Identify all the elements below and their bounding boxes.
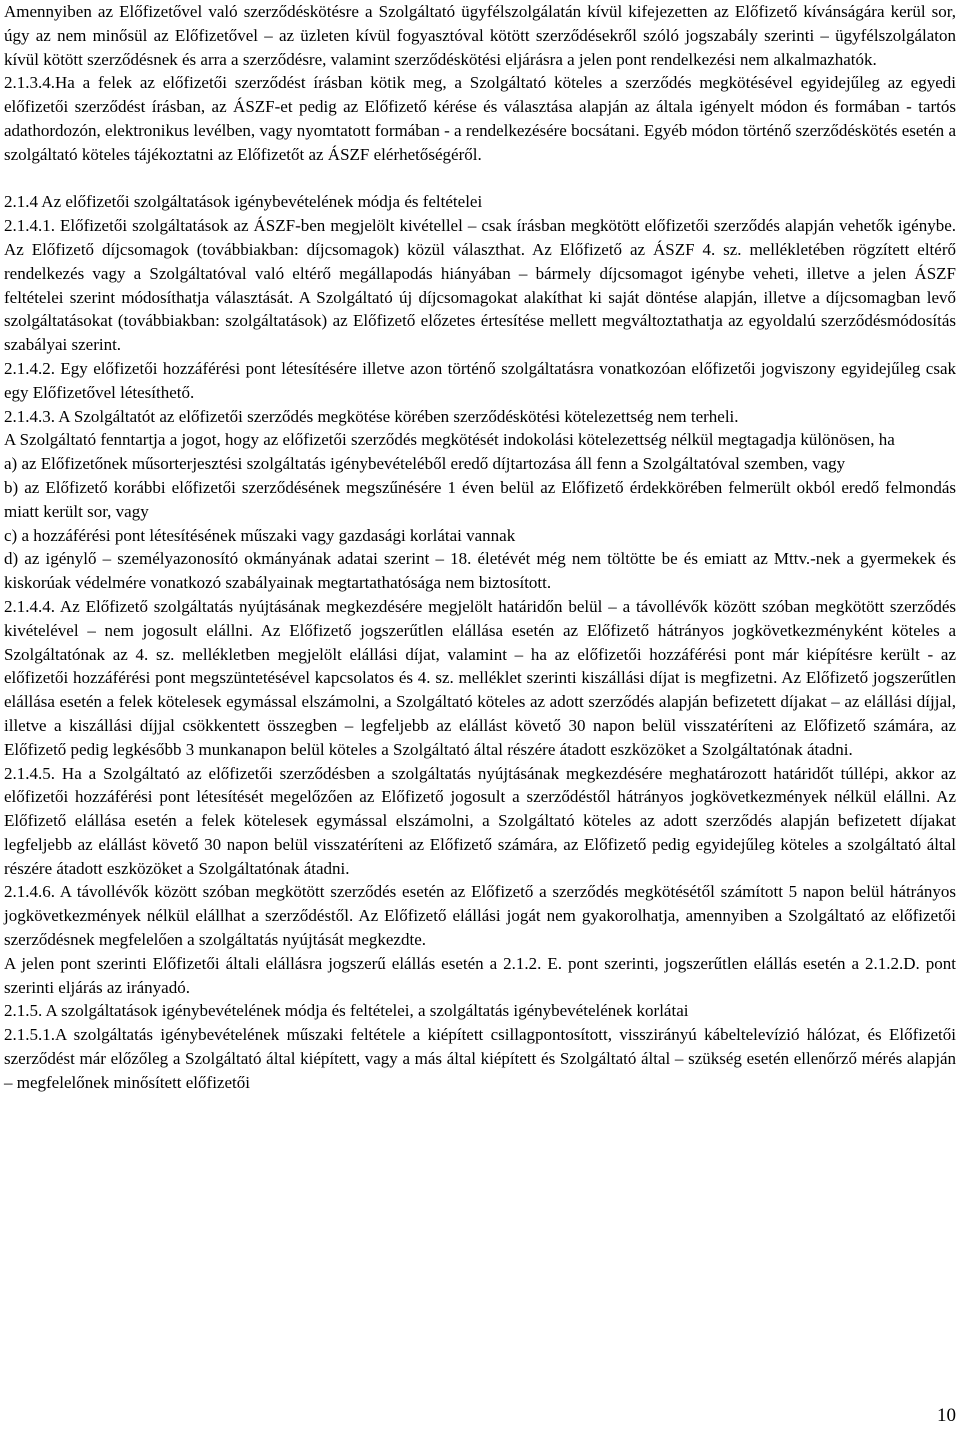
- section-heading-2-1-5: 2.1.5. A szolgáltatások igénybevételének módja és feltételei, a szolgáltatás igénybevételének korlátai: [4, 1001, 689, 1021]
- paragraph-gap: [4, 167, 956, 191]
- document-page: [4, 0, 956, 1095]
- paragraph-2-1-4-6: 2.1.4.6. A távollévők között szóban megkötött szerződés esetén az Előfizető a szerződés megkötésétől számított 5 napon belül hátrányos jogkövetkezmények nélkül elállhat a szerződéstől. Az Előfizető elállási jogát nem gyakorolhatja, amennyiben a Szolgáltató az előfizetői szerződésnek megfelelően a szolgáltatás nyújtását megkezdte.: [4, 882, 956, 950]
- intro-paragraph: Amennyiben az Előfizetővel való szerződéskötésre a Szolgáltató ügyfélszolgálatán kívül kifejezetten az Előfizető kívánságára kerül sor, úgy az nem minősül az Előfizetővel – az üzleten kívül fogyasztóval kötött szerződésekről szóló jogszabály szerinti – ügyfélszolgálaton kívül kötött szerződésnek és arra a szerződésre, valamint szerződéskötési eljárásra a jelen pont rendelkezési nem alkalmazhatók.: [4, 2, 956, 69]
- paragraph-2-1-4-5: 2.1.4.5. Ha a Szolgáltató az előfizetői szerződésben a szolgáltatás nyújtásának megkezdésére meghatározott határidőt túllépi, akkor az előfizetői hozzáférési pont létesítését megelőzően az Előfizető jogosult a szerződéstől hátrányos jogkövetkezmények nélkül elállni. Az Előfizető elállása esetén a felek kötelesek egymással elszámolni, a Szolgáltató köteles az adott szerződés alapján befizetett díjakat legfeljebb az elállást követő 30 napon belül visszatéríteni az Előfizető számára, az Előfizető pedig egyidejűleg köteles a szolgáltató által részére átadott eszközöket a Szolgáltatónak átadni.: [4, 763, 956, 878]
- paragraph-withdrawal-procedure: A jelen pont szerinti Előfizetői általi elállásra jogszerű elállás esetén a 2.1.2. E. pont szerinti, jogszerűtlen elállás esetén a 2.1.2.D. pont szerinti eljárás az irányadó.: [4, 953, 956, 997]
- paragraph-refusal-intro: A Szolgáltató fenntartja a jogot, hogy az előfizetői szerződés megkötését indokolási kötelezettség nélkül megtagadja különösen, ha: [4, 430, 895, 450]
- page-number: 10: [937, 1405, 956, 1426]
- list-item-b: b) az Előfizető korábbi előfizetői szerződésének megszűnésére 1 éven belül az Előfizető érdekkörében felmerült okból eredő felmondás miatt került sor, vagy: [4, 477, 956, 521]
- paragraph-2-1-4-2: 2.1.4.2. Egy előfizetői hozzáférési pont létesítésére illetve azon történő szolgáltatásra vonatkozóan előfizetői jogviszony egyidejűleg csak egy Előfizetővel létesíthető.: [4, 358, 956, 402]
- paragraph-2-1-4-4: 2.1.4.4. Az Előfizető szolgáltatás nyújtásának megkezdésére megjelölt határidőn belül – a távollévők között szóban megkötött szerződés kivételével – nem jogosult elállni. Az Előfizető jogszerűtlen elállása esetén az Előfizető hátrányos jogkövetkezményként köteles a Szolgáltatónak az 4. sz. mellékletben megjelölt elállási díjat, valamint – ha az előfizetői hozzáférési pont már kiépítésre került - az előfizetői hozzáférési pont megszüntetésével kapcsolatos és 4. sz. melléklet szerinti kiszállási díjat is megfizetni. Az Előfizető jogszerűtlen elállása esetén a felek kötelesek egymással elszámolni, a Szolgáltató köteles az adott szerződés alapján befizetett díjakat – az elállási díjjal, illetve a kiszállási díjjal csökkentett összegben – legfeljebb az elállást követő 30 napon belül visszatéríteni az Előfizető számára, az Előfizető pedig legkésőbb 3 munkanapon belül köteles a Szolgáltató által részére átadott eszközöket a Szolgáltatónak átadni.: [4, 596, 956, 759]
- list-item-d: d) az igénylő – személyazonosító okmányának adatai szerint – 18. életévét még nem töltötte be és emiatt az Mttv.-nek a gyermekek és kiskorúak védelmére vonatkozó szabályainak megtartathatósága nem biztosított.: [4, 549, 956, 593]
- paragraph-2-1-5-1: 2.1.5.1.A szolgáltatás igénybevételének műszaki feltétele a kiépített csillagpontosított, visszirányú kábeltelevízió hálózat, és Előfizetői szerződést már előzőleg a Szolgáltató által kiépített, vagy a más által kiépített és Szolgáltató által – szükség esetén ellenőrző mérés alapján – megfelelőnek minősített előfizetői: [4, 1025, 956, 1092]
- paragraph-2-1-3-4: 2.1.3.4.Ha a felek az előfizetői szerződést írásban kötik meg, a Szolgáltató köteles a szerződés megkötésével egyidejűleg az egyedi előfizetői szerződést írásban, az ÁSZF-et pedig az Előfizető kérése és választása alapján az általa igényelt módon és formában - tartós adathordozón, elektronikus levélben, vagy nyomtatott formában - a rendelkezésére bocsátani. Egyéb módon történő szerződéskötés esetén a szolgáltató köteles tájékoztatni az Előfizetőt az ÁSZF elérhetőségéről.: [4, 73, 956, 164]
- paragraph-2-1-4-1: 2.1.4.1. Előfizetői szolgáltatások az ÁSZF-ben megjelölt kivétellel – csak írásban megkötött előfizetői szerződés alapján vehetők igénybe. Az Előfizető díjcsomagok (továbbiakban: díjcsomagok) közül választhat. Az Előfizető az ÁSZF 4. sz. mellékletében rögzített eltérő rendelkezés vagy a Szolgáltatóval való eltérő megállapodás hiányában – bármely díjcsomagot igénybe veheti, illetve a jelen ÁSZF feltételei szerint módosíthatja választását. A Szolgáltató új díjcsomagokat alakíthat ki saját döntése alapján, illetve a díjcsomagban levő szolgáltatásokat (továbbiakban: szolgáltatások) az Előfizető előzetes értesítése mellett megváltoztathatja az egyoldalú szerződésmódosítás szabályai szerint.: [4, 216, 956, 355]
- list-item-c: c) a hozzáférési pont létesítésének műszaki vagy gazdasági korlátai vannak: [4, 525, 516, 545]
- list-item-a: a) az Előfizetőnek műsorterjesztési szolgáltatás igénybevételéből eredő díjtartozása áll fenn a Szolgáltatóval szemben, vagy: [4, 454, 846, 474]
- section-heading-2-1-4: 2.1.4 Az előfizetői szolgáltatások igénybevételének módja és feltételei: [4, 192, 483, 212]
- paragraph-2-1-4-3: 2.1.4.3. A Szolgáltatót az előfizetői szerződés megkötése körében szerződéskötési kötelezettség nem terheli.: [4, 406, 739, 426]
